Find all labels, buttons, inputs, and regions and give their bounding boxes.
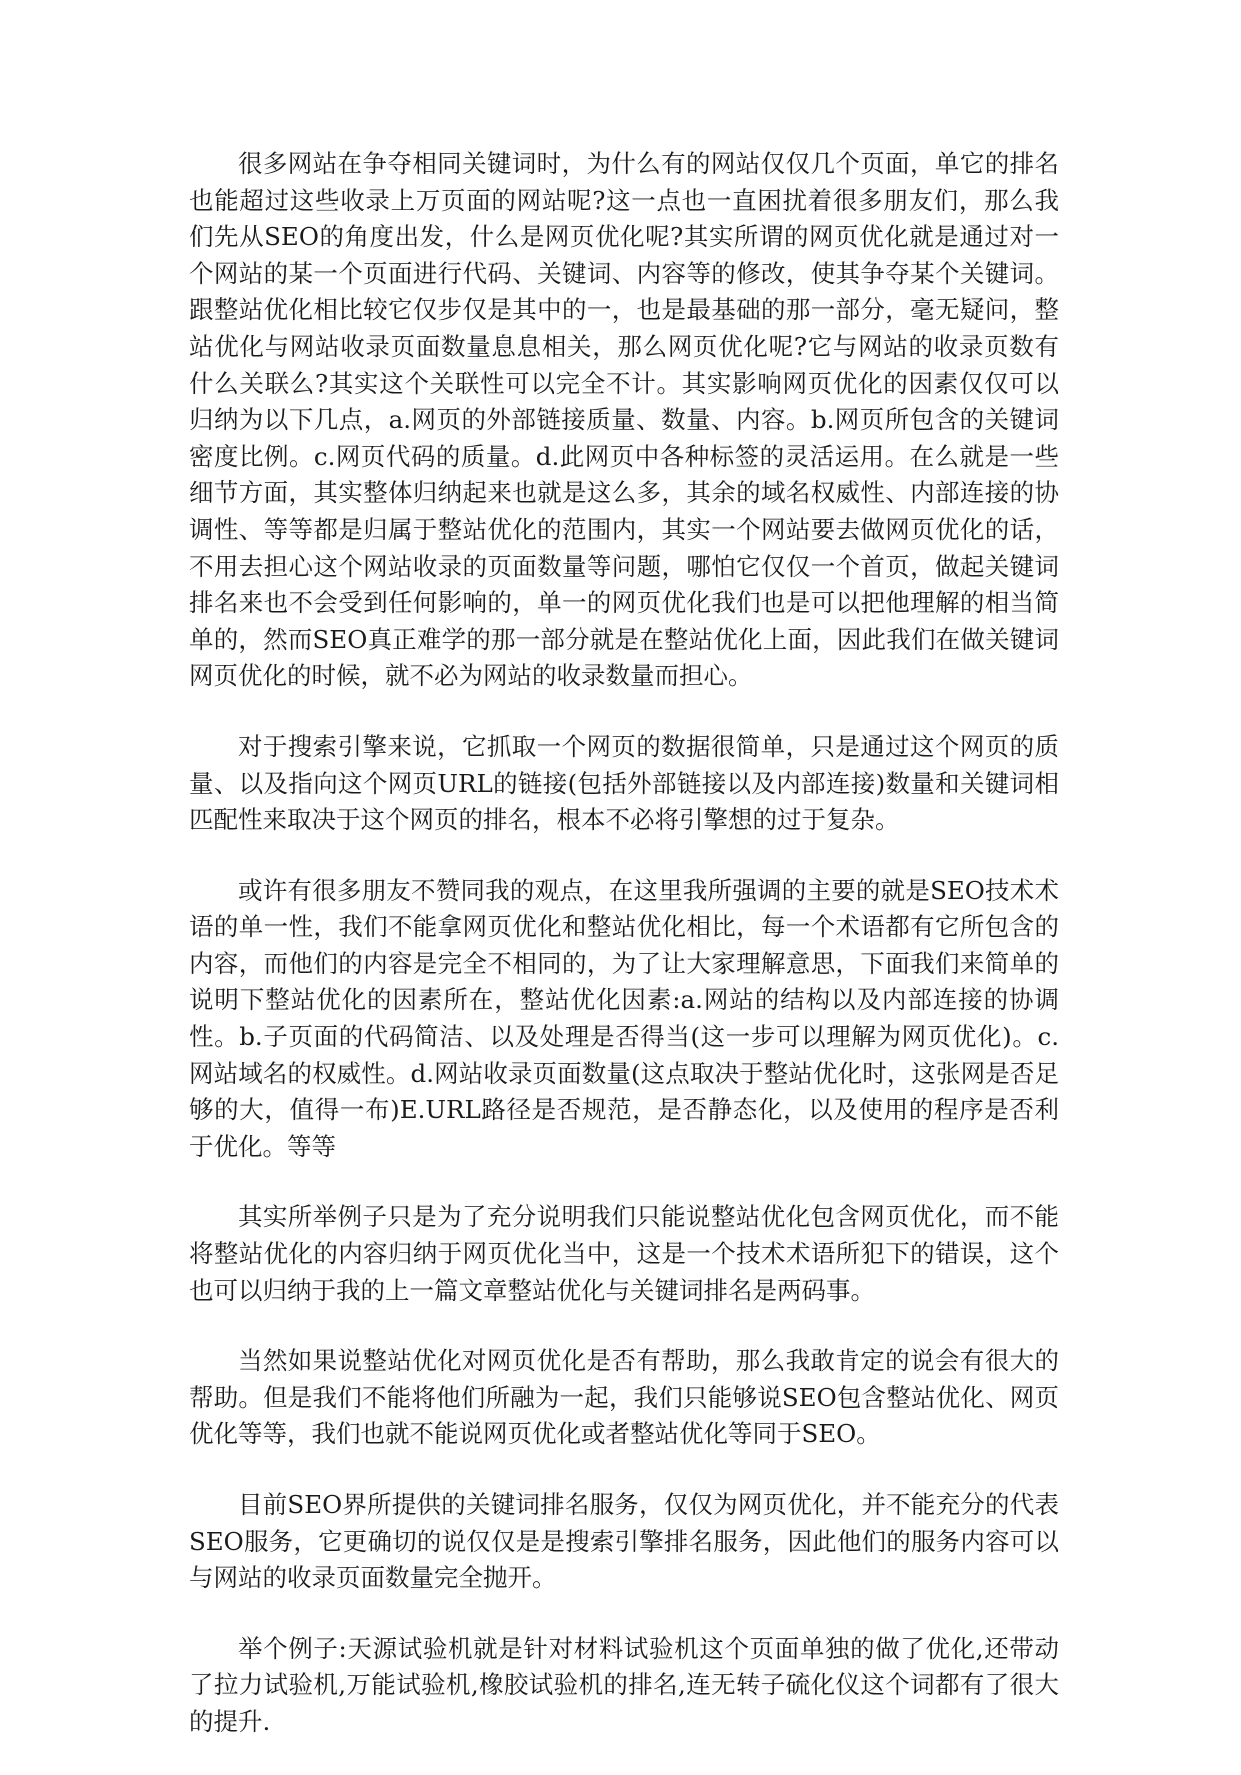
paragraph: 对于搜索引擎来说，它抓取一个网页的数据很简单，只是通过这个网页的质量、以及指向这个网页URL的链接(包括外部链接以及内部连接)数量和关键词相匹配性来取决于这个网页的排名，根本不必将引擎想的过于复杂。 — [189, 731, 1059, 835]
paragraph: 其实所举例子只是为了充分说明我们只能说整站优化包含网页优化，而不能将整站优化的内容归纳于网页优化当中，这是一个技术术语所犯下的错误，这个也可以归纳于我的上一篇文章整站优化与关键词排名是两码事。 — [189, 1202, 1059, 1305]
document-body — [189, 146, 1059, 1775]
paragraph: 很多网站在争夺相同关键词时，为什么有的网站仅仅几个页面，单它的排名也能超过这些收录上万页面的网站呢?这一点也一直困扰着很多朋友们，那么我们先从SEO的角度出发，什么是网页优化呢?其实所谓的网页优化就是通过对一个网站的某一个页面进行代码、关键词、内容等的修改，使其争夺某个关键词。跟整站优化相比较它仅步仅是其中的一，也是最基础的那一部分，毫无疑问，整站优化与网站收录页面数量息息相关，那么网页优化呢?它与网站的收录页数有什么关联么?其实这个关联性可以完全不计。其实影响网页优化的因素仅仅可以归纳为以下几点，a.网页的外部链接质量、数量、内容。b.网页所包含的关键词密度比例。c.网页代码的质量。d.此网页中各种标签的灵活运用。在么就是一些细节方面，其实整体归纳起来也就是这么多，其余的域名权威性、内部连接的协调性、等等都是归属于整站优化的范围内，其实一个网站要去做网页优化的话，不用去担心这个网站收录的页面数量等问题，哪怕它仅仅一个首页，做起关键词排名来也不会受到任何影响的，单一的网页优化我们也是可以把他理解的相当简单的，然而SEO真正难学的那一部分就是在整站优化上面，因此我们在做关键词网页优化的时候，就不必为网站的收录数量而担心。 — [189, 149, 1059, 691]
paragraph: 或许有很多朋友不赞同我的观点，在这里我所强调的主要的就是SEO技术术语的单一性，我们不能拿网页优化和整站优化相比，每一个术语都有它所包含的内容，而他们的内容是完全不相同的，为了让大家理解意思，下面我们来简单的说明下整站优化的因素所在，整站优化因素:a.网站的结构以及内部连接的协调性。b.子页面的代码简洁、以及处理是否得当(这一步可以理解为网页优化)。c.网站域名的权威性。d.网站收录页面数量(这点取决于整站优化时，这张网是否足够的大，值得一布)E.URL路径是否规范，是否静态化，以及使用的程序是否利于优化。等等 — [189, 875, 1059, 1161]
paragraph: 当然如果说整站优化对网页优化是否有帮助，那么我敢肯定的说会有很大的帮助。但是我们不能将他们所融为一起，我们只能够说SEO包含整站优化、网页优化等等，我们也就不能说网页优化或者整站优化等同于SEO。 — [189, 1346, 1059, 1449]
paragraph: 举个例子:天源试验机就是针对材料试验机这个页面单独的做了优化,还带动了拉力试验机,万能试验机,橡胶试验机的排名,连无转子硫化仪这个词都有了很大的提升. — [189, 1633, 1059, 1736]
paragraph: 目前SEO界所提供的关键词排名服务，仅仅为网页优化，并不能充分的代表SEO服务，它更确切的说仅仅是是搜索引擎排名服务，因此他们的服务内容可以与网站的收录页面数量完全抛开。 — [189, 1490, 1059, 1593]
